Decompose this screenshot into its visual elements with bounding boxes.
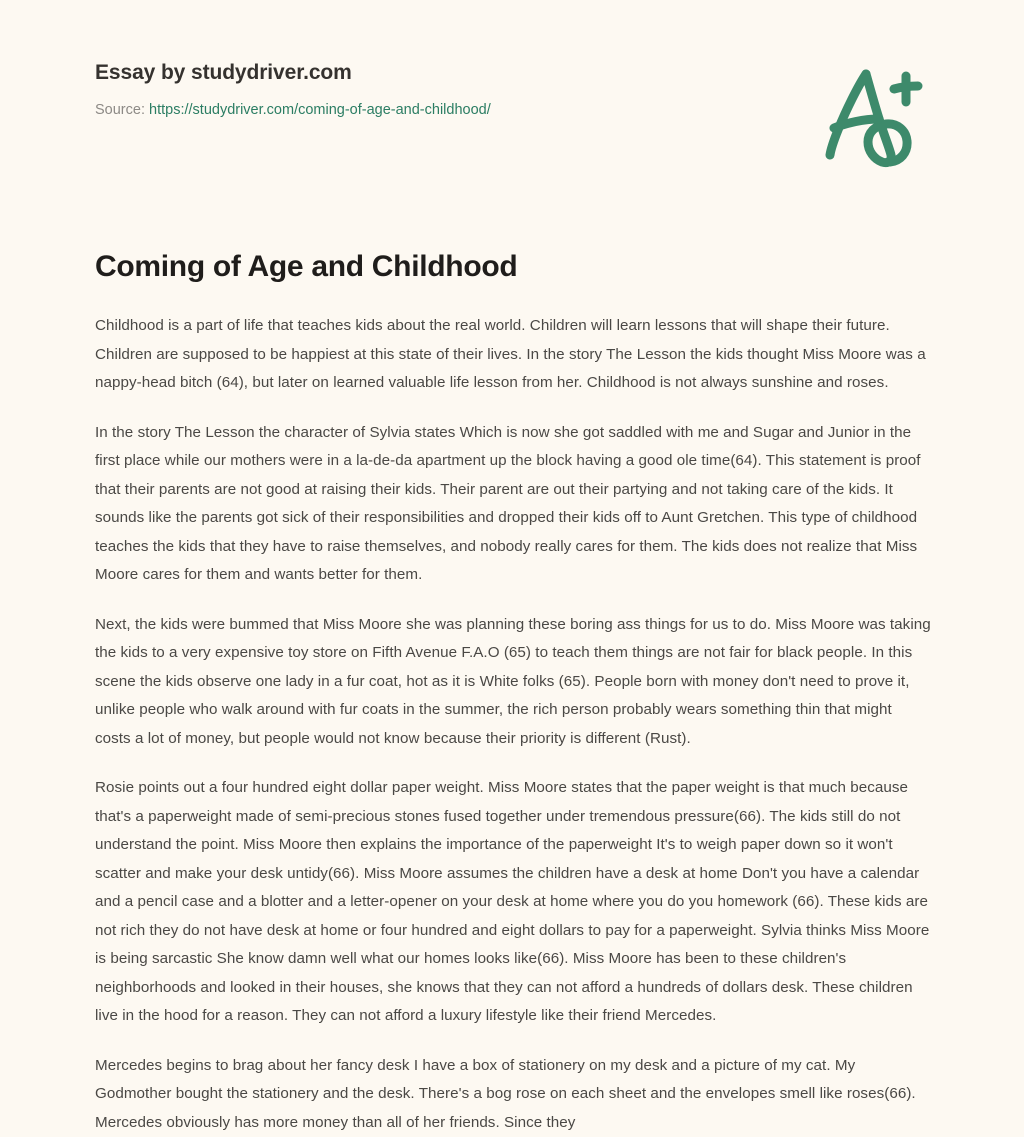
studydriver-logo[interactable] xyxy=(806,58,934,170)
article-paragraph: Childhood is a part of life that teaches kids about the real world. Children will learn lessons that will shape their future. Children are supposed to be happiest at this state of their lives. In the story The Lesson the kids thought Miss Moore was a nappy-head bitch (64), but later on learned valuable life lesson from her. Childhood is not always sunshine and roses. xyxy=(95,312,931,398)
source-line xyxy=(95,100,715,120)
article-paragraph: Mercedes begins to brag about her fancy desk I have a box of stationery on my desk and a picture of my cat. My Godmother bought the stationery and the desk. There's a bog rose on each sheet and the envelopes smell like roses(66). Mercedes obviously has more money than all of her friends. Since they xyxy=(95,1052,931,1137)
article-paragraph: In the story The Lesson the character of Sylvia states Which is now she got saddled with me and Sugar and Junior in the first place while our mothers were in a la-de-da apartment up the block having a good ole time(64). This statement is proof that their parents are not good at raising their kids. Their parent are out their partying and not taking care of the kids. It sounds like the parents got sick of their responsibilities and dropped their kids off to Aunt Gretchen. This type of childhood teaches the kids that they have to raise themselves, and nobody really cares for them. The kids does not realize that Miss Moore cares for them and wants better for them. xyxy=(95,419,931,590)
brand-block xyxy=(95,60,715,120)
page-header xyxy=(0,0,1024,188)
source-label: Source: xyxy=(95,102,145,118)
article-paragraph: Rosie points out a four hundred eight dollar paper weight. Miss Moore states that the paper weight is that much because that's a paperweight made of semi-precious stones fused together under tremendous pressure(66). The kids still do not understand the point. Miss Moore then explains the importance of the paperweight It's to weigh paper down so it won't scatter and make your desk untidy(66). Miss Moore assumes the children have a desk at home Don't you have a calendar and a pencil case and a blotter and a letter-opener on your desk at home where you do you homework (66). These kids are not rich they do not have desk at home or four hundred and eight dollars to pay for a paperweight. Sylvia thinks Miss Moore is being sarcastic She know damn well what our homes looks like(66). Miss Moore has been to these children's neighborhoods and looked in their houses, she knows that they can not afford a hundreds of dollars desk. These children live in the hood for a reason. They can not afford a luxury lifestyle like their friend Mercedes. xyxy=(95,774,931,1031)
page-title: Coming of Age and Childhood xyxy=(95,248,931,286)
source-url-link[interactable]: https://studydriver.com/coming-of-age-and-childhood/ xyxy=(149,102,491,118)
a-plus-logo-icon xyxy=(806,58,934,170)
article-body xyxy=(95,312,931,1137)
article xyxy=(95,248,931,1137)
article-paragraph: Next, the kids were bummed that Miss Moore she was planning these boring ass things for us to do. Miss Moore was taking the kids to a very expensive toy store on Fifth Avenue F.A.O (65) to teach them things are not fair for black people. In this scene the kids observe one lady in a fur coat, hot as it is White folks (65). People born with money don't need to prove it, unlike people who walk around with fur coats in the summer, the rich person probably wears something thin that might costs a lot of money, but people would not know because their priority is different (Rust). xyxy=(95,611,931,754)
brand-title: Essay by studydriver.com xyxy=(95,60,715,86)
